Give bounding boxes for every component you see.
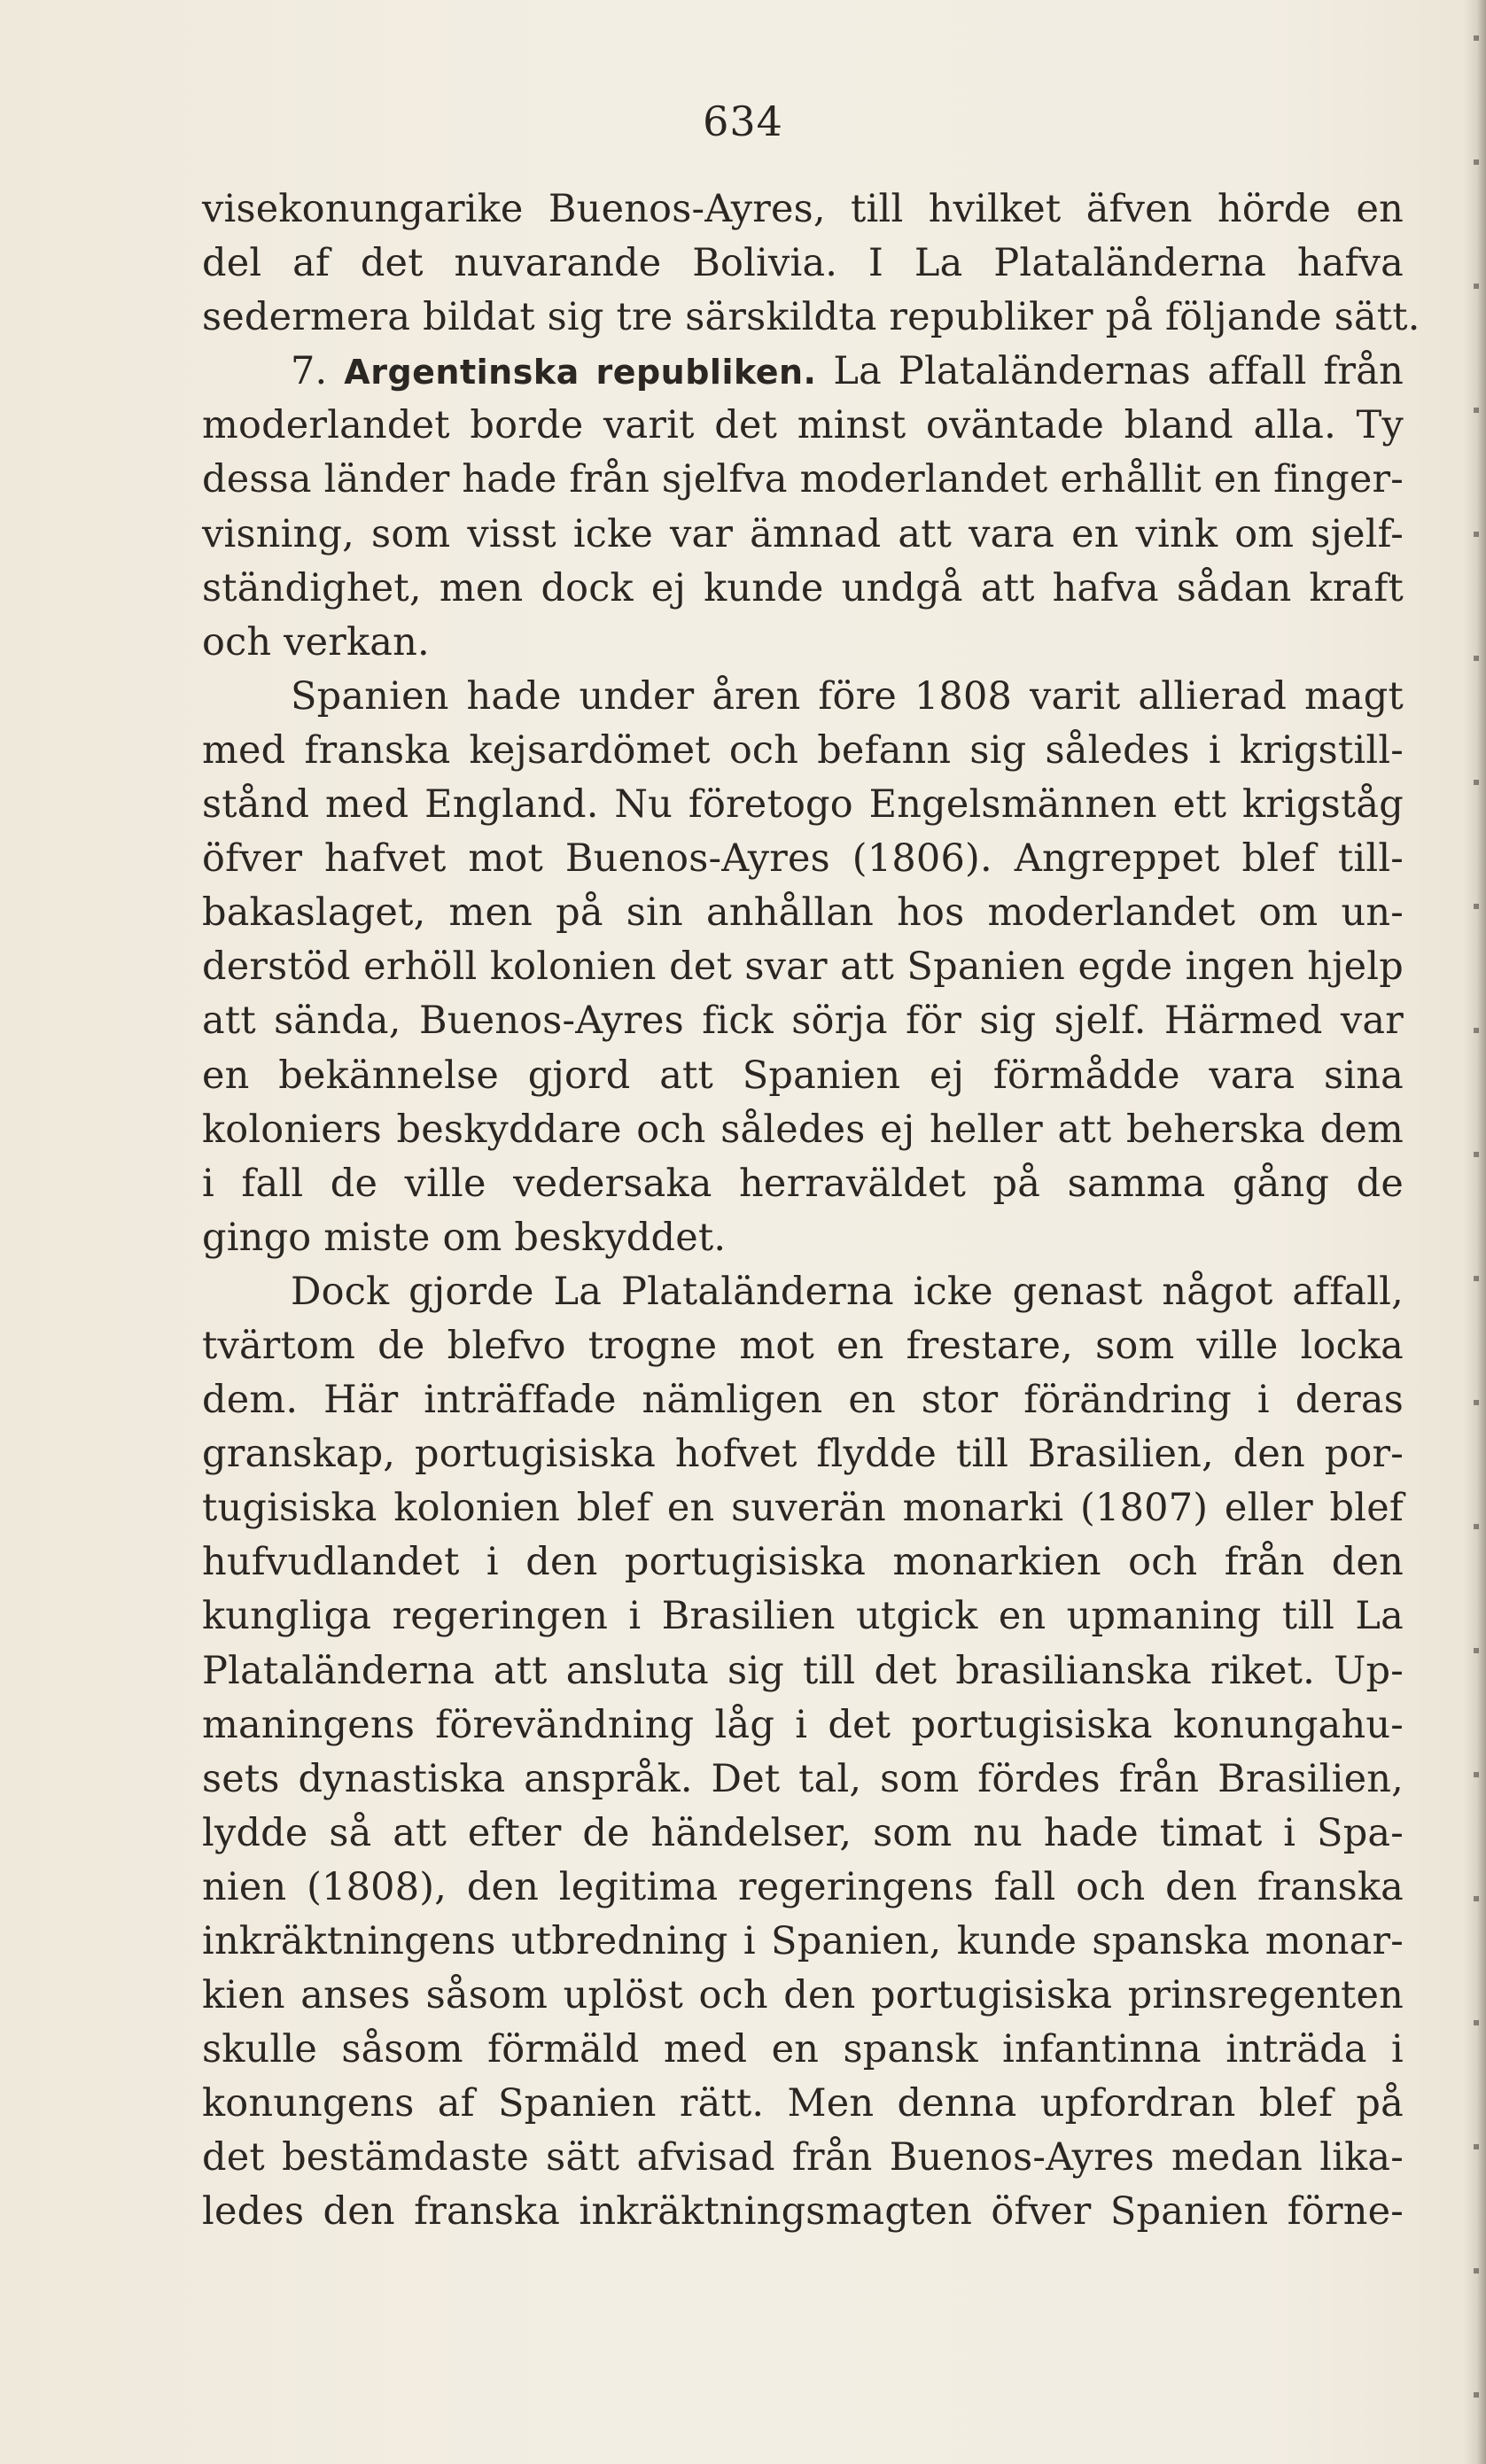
text-line-38: ledes den franska inkräktningsmagten öfver Spanien förne-: [202, 2189, 1404, 2235]
text-line-2: del af det nuvarande Bolivia. I La Plataländerna hafva: [202, 241, 1404, 286]
page-edge-marks: [1474, 0, 1479, 2464]
text-line-13: öfver hafvet mot Buenos-Ayres (1806). Angreppet blef till-: [202, 836, 1404, 882]
text-line-17: en bekännelse gjord att Spanien ej förmådde vara sina: [202, 1053, 1404, 1098]
text-line-11: med franska kejsardömet och befann sig således i krigstill-: [202, 727, 1404, 773]
text-line-31: lydde så att efter de händelser, som nu hade timat i Spa-: [202, 1810, 1404, 1855]
text-line-30: sets dynastiska anspråk. Det tal, som fördes från Brasilien,: [202, 1756, 1404, 1801]
text-line-5: moderlandet borde varit det minst oväntade bland alla. Ty: [202, 403, 1404, 448]
text-line-9: och verkan.: [202, 619, 430, 665]
text-line-12: stånd med England. Nu företogo Engelsmännen ett krigståg: [202, 782, 1404, 828]
text-line-8: ständighet, men dock ej kunde undgå att hafva sådan kraft: [202, 565, 1404, 610]
text-line-37: det bestämdaste sätt afvisad från Buenos-Ayres medan lika-: [202, 2135, 1404, 2180]
text-line-33: inkräktningens utbredning i Spanien, kunde spanska monar-: [202, 1919, 1404, 1963]
text-line-26: hufvudlandet i den portugisiska monarkien och från den: [202, 1540, 1404, 1585]
text-line-36: konungens af Spanien rätt. Men denna upfordran blef på: [202, 2081, 1404, 2126]
text-line-3: sedermera bildat sig tre särskildta republiker på följande sätt.: [202, 295, 1420, 340]
text-line-23: dem. Här inträffade nämligen en stor förändring i deras: [202, 1378, 1404, 1423]
text-line-1: visekonungarike Buenos-Ayres, till hvilket äfven hörde en: [202, 187, 1404, 231]
text-line-14: bakaslaget, men på sin anhållan hos moderlandet om un-: [202, 890, 1404, 936]
page-number: 634: [703, 97, 783, 145]
text-line-22: tvärtom de blefvo trogne mot en frestare, som ville locka: [202, 1323, 1404, 1368]
text-line-29: maningens förevändning låg i det portugisiska konungahu-: [202, 1702, 1404, 1747]
text-line-19: i fall de ville vedersaka herraväldet på samma gång de: [202, 1161, 1404, 1206]
text-line-35: skulle såsom förmäld med en spansk infantinna inträda i: [202, 2027, 1404, 2072]
text-line-15: derstöd erhöll kolonien det svar att Spanien egde ingen hjelp: [202, 944, 1404, 990]
text-line-25: tugisiska kolonien blef en suverän monarki (1807) eller blef: [202, 1486, 1404, 1531]
text-line-16: att sända, Buenos-Ayres fick sörja för sig sjelf. Härmed var: [202, 999, 1404, 1044]
section-heading: Argentinska republiken.: [344, 353, 817, 393]
text-line-34: kien anses såsom uplöst och den portugisiska prinsregenten: [202, 1973, 1404, 2018]
text-line-6: dessa länder hade från sjelfva moderlandet erhållit en finger-: [202, 457, 1404, 502]
text-line-28: Plataländerna att ansluta sig till det brasilianska riket. Up-: [202, 1648, 1404, 1693]
text-line-21: Dock gjorde La Plataländerna icke genast något affall,: [291, 1269, 1404, 1314]
text-line-7: visning, som visst icke var ämnad att vara en vink om sjelf-: [202, 511, 1404, 556]
text-line-32: nien (1808), den legitima regeringens fall och den franska: [202, 1864, 1404, 1909]
section-heading-continuation: La Plataländernas affall från: [833, 349, 1404, 394]
text-line-24: granskap, portugisiska hofvet flydde till Brasilien, den por-: [202, 1432, 1404, 1477]
text-line-18: koloniers beskyddare och således ej heller att beherska dem: [202, 1107, 1404, 1152]
text-line-10: Spanien hade under åren före 1808 varit allierad magt: [291, 673, 1404, 719]
section-heading-line: [202, 345, 1404, 399]
text-line-20: gingo miste om beskyddet.: [202, 1215, 727, 1260]
text-line-27: kungliga regeringen i Brasilien utgick en upmaning till La: [202, 1594, 1404, 1639]
section-number: 7.: [291, 349, 328, 394]
body-text: [202, 183, 1420, 2240]
